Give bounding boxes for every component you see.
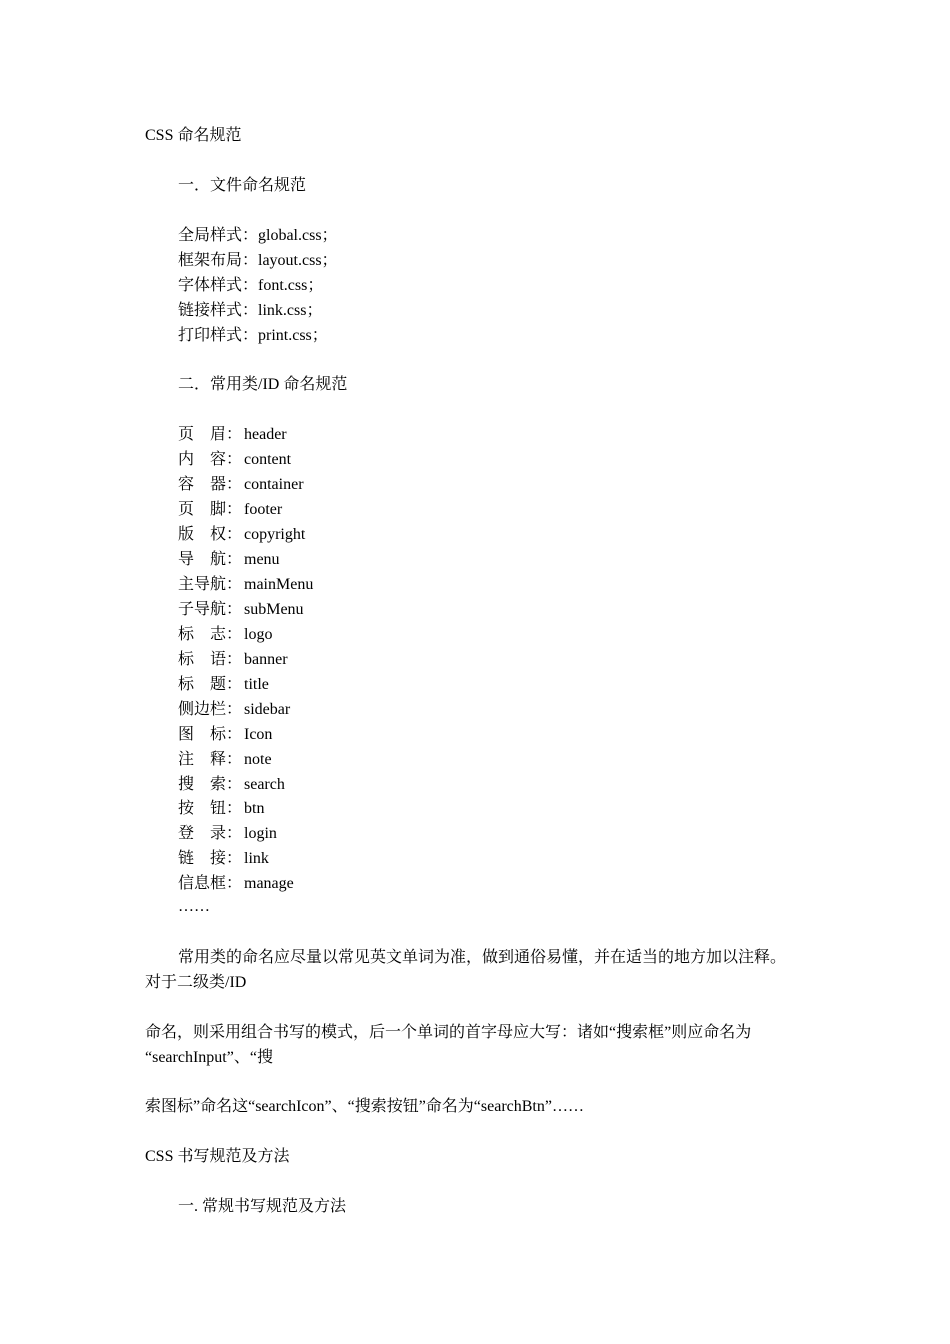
list-item xyxy=(178,425,287,445)
doc-heading-writing: CSS 书写规范及方法 xyxy=(145,1148,290,1165)
term-value: container xyxy=(244,476,304,493)
list-item: 链接样式：link.css； xyxy=(178,302,323,319)
section-general-writing: 一. 常规书写规范及方法 xyxy=(178,1198,347,1215)
paragraph-line: 对于二级类/ID xyxy=(145,974,247,991)
term-label: 主导航： xyxy=(178,576,243,593)
list-item xyxy=(178,650,288,670)
term-value: btn xyxy=(244,800,265,817)
list-item xyxy=(178,525,305,545)
term-value: title xyxy=(244,676,269,693)
list-item: 全局样式：global.css； xyxy=(178,227,338,244)
term-value: Icon xyxy=(244,726,273,743)
term-value: mainMenu xyxy=(244,576,314,593)
list-item xyxy=(178,625,272,645)
term-label: 标 语： xyxy=(178,651,243,668)
term-value: footer xyxy=(244,501,283,518)
term-value: copyright xyxy=(244,526,306,543)
term-value: sidebar xyxy=(244,701,291,718)
list-item xyxy=(178,775,285,795)
term-value: header xyxy=(244,426,287,443)
term-value: subMenu xyxy=(244,601,304,618)
list-item: 打印样式：print.css； xyxy=(178,327,328,344)
term-label: 导 航： xyxy=(178,551,243,568)
term-label: 页 脚： xyxy=(178,501,243,518)
term-label: 搜 索： xyxy=(178,776,243,793)
term-label: 内 容： xyxy=(178,451,243,468)
paragraph-line: 常用类的命名应尽量以常见英文单词为准，做到通俗易懂，并在适当的地方加以注释。 xyxy=(178,949,787,966)
term-value: content xyxy=(244,451,292,468)
term-label: 标 志： xyxy=(178,626,243,643)
term-value: search xyxy=(244,776,285,793)
term-value: menu xyxy=(244,551,280,568)
list-item xyxy=(178,700,290,720)
term-label: 链 接： xyxy=(178,850,243,867)
term-value: login xyxy=(244,825,277,842)
term-label: 标 题： xyxy=(178,676,243,693)
term-value: logo xyxy=(244,626,273,643)
list-ellipsis: …… xyxy=(178,898,210,915)
paragraph-line: 命名，则采用组合书写的模式，后一个单词的首字母应大写：诸如“搜索框”则应命名为 xyxy=(145,1024,752,1041)
list-item xyxy=(178,849,269,869)
term-label: 图 标： xyxy=(178,726,243,743)
paragraph-line: 索图标”命名这“searchIcon”、“搜索按钮”命名为“searchBtn”…… xyxy=(145,1098,584,1115)
section-file-naming: 一．文件命名规范 xyxy=(178,177,307,194)
section-class-id-naming: 二．常用类/ID 命名规范 xyxy=(178,376,348,393)
term-value: link xyxy=(244,850,269,867)
list-item xyxy=(178,450,291,470)
list-item: 字体样式：font.css； xyxy=(178,277,324,294)
list-item xyxy=(178,799,264,819)
term-value: banner xyxy=(244,651,288,668)
term-label: 版 权： xyxy=(178,526,243,543)
term-label: 按 钮： xyxy=(178,800,243,817)
term-value: note xyxy=(244,751,272,768)
term-label: 页 眉： xyxy=(178,426,243,443)
list-item xyxy=(178,575,313,595)
list-item xyxy=(178,550,280,570)
term-label: 注 释： xyxy=(178,751,243,768)
doc-heading-naming: CSS 命名规范 xyxy=(145,127,242,144)
list-item xyxy=(178,675,269,695)
list-item xyxy=(178,824,277,844)
list-item xyxy=(178,500,282,520)
list-item: 框架布局：layout.css； xyxy=(178,252,338,269)
term-value: manage xyxy=(244,875,294,892)
list-item xyxy=(178,874,294,894)
list-item xyxy=(178,725,272,745)
paragraph-line: “searchInput”、“搜 xyxy=(145,1049,273,1066)
list-item xyxy=(178,600,304,620)
list-item xyxy=(178,750,272,770)
term-label: 侧边栏： xyxy=(178,701,243,718)
term-label: 容 器： xyxy=(178,476,243,493)
term-label: 信息框： xyxy=(178,875,243,892)
term-label: 子导航： xyxy=(178,601,243,618)
list-item xyxy=(178,475,304,495)
term-label: 登 录： xyxy=(178,825,243,842)
